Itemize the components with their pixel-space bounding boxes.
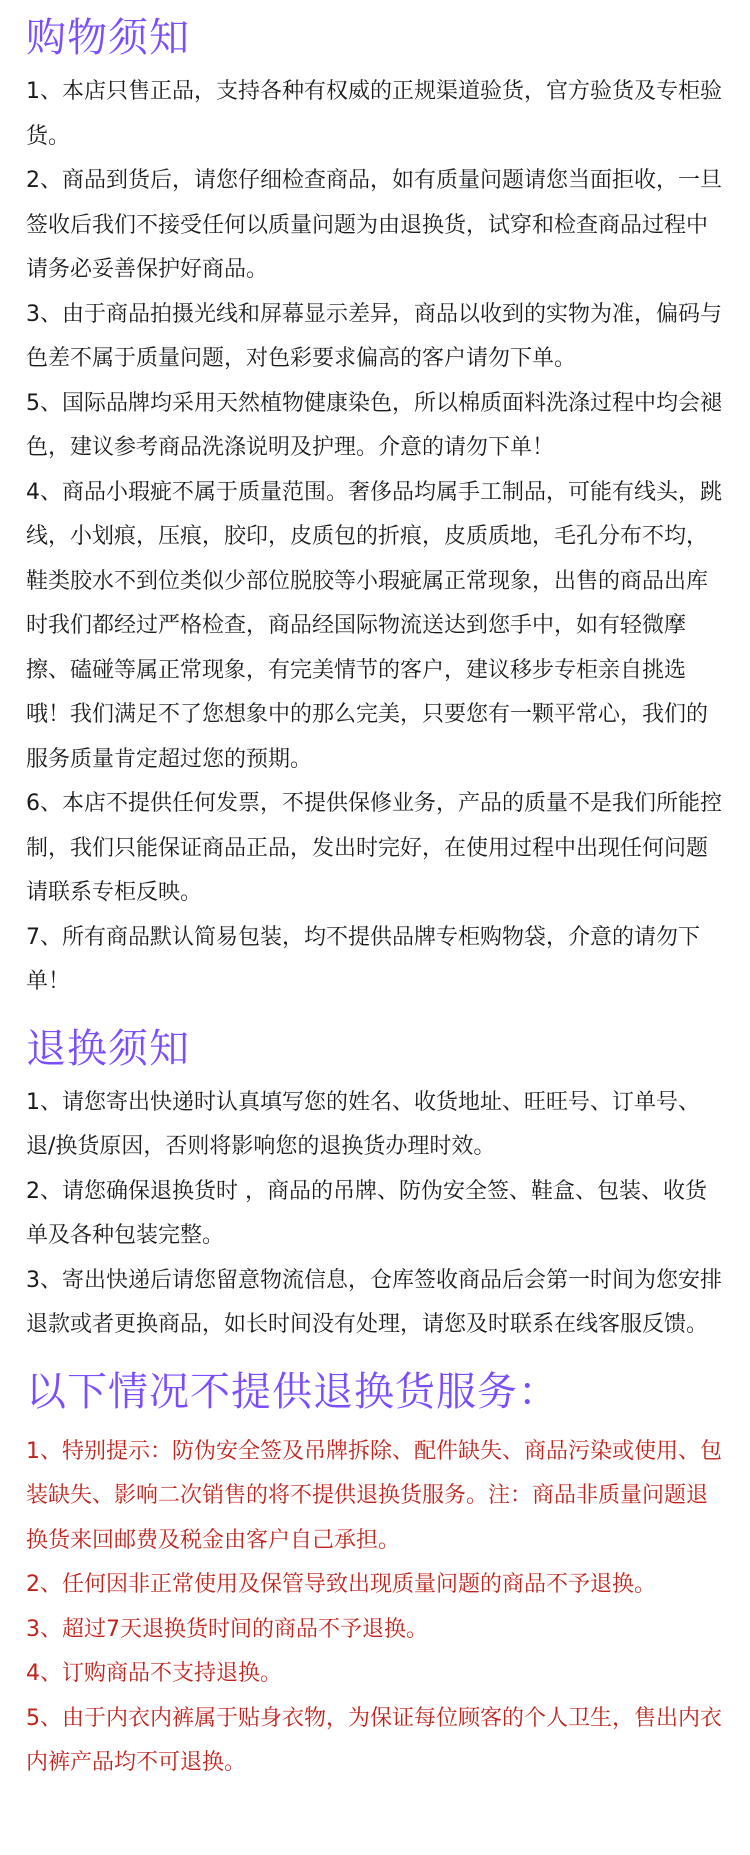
list-item: 1、本店只售正品，支持各种有权威的正规渠道验货，官方验货及专柜验货。 xyxy=(26,79,722,149)
no-return-conditions-section xyxy=(26,1368,726,1786)
shopping-notice-section xyxy=(26,0,726,1005)
list-item: 3、超过7天退换货时间的商品不予退换。 xyxy=(26,1616,428,1642)
list-item: 2、请您确保退换货时 ，商品的吊牌、防伪安全签、鞋盒、包装、收货单及各种包装完整。 xyxy=(26,1178,707,1248)
list-item: 5、由于内衣内裤属于贴身衣物，为保证每位顾客的个人卫生，售出内衣内裤产品均不可退换。 xyxy=(26,1705,722,1775)
list-item: 1、特别提示：防伪安全签及吊牌拆除、配件缺失、商品污染或使用、包装缺失、影响二次销售的将不提供退换货服务。注：商品非质量问题退换货来回邮费及税金由客户自己承担。 xyxy=(26,1438,722,1553)
list-item: 2、任何因非正常使用及保管导致出现质量问题的商品不予退换。 xyxy=(26,1572,656,1597)
list-item: 3、由于商品拍摄光线和屏幕显示差异，商品以收到的实物为准，偏码与色差不属于质量问题，对色彩要求偏高的客户请勿下单。 xyxy=(26,301,722,371)
list-item: 1、请您寄出快递时认真填写您的姓名、收货地址、旺旺号、订单号、退/换货原因，否则将影响您的退换货办理时效。 xyxy=(26,1089,700,1159)
no-return-conditions-list xyxy=(26,1430,726,1786)
list-item: 4、订购商品不支持退换。 xyxy=(26,1661,282,1686)
list-item: 4、商品小瑕疵不属于质量范围。奢侈品均属手工制品，可能有线头，跳线，小划痕，压痕，胶印，皮质包的折痕，皮质质地，毛孔分布不均，鞋类胶水不到位类似少部位脱胶等小瑕疵属正常现象，出售的商品出库时我们都经过严格检查，商品经国际物流送达到您手中，如有轻微摩擦、磕碰等属正常现象，有完美情节的客户，建议移步专柜亲自挑选哦！我们满足不了您想象中的那么完美，只要您有一颗平常心，我们的服务质量肯定超过您的预期。 xyxy=(26,479,722,772)
return-notice-section xyxy=(26,1025,726,1348)
section-title-return-notice: 退换须知 xyxy=(26,1025,190,1072)
list-item: 3、寄出快递后请您留意物流信息，仓库签收商品后会第一时间为您安排退款或者更换商品，如长时间没有处理，请您及时联系在线客服反馈。 xyxy=(26,1267,722,1337)
list-item: 7、所有商品默认简易包装，均不提供品牌专柜购物袋，介意的请勿下单！ xyxy=(26,924,700,994)
shopping-notice-list xyxy=(26,70,726,1005)
return-notice-list xyxy=(26,1081,726,1348)
list-item: 6、本店不提供任何发票，不提供保修业务，产品的质量不是我们所能控制，我们只能保证商品正品，发出时完好，在使用过程中出现任何问题请联系专柜反映。 xyxy=(26,791,722,905)
list-item: 5、国际品牌均采用天然植物健康染色，所以棉质面料洗涤过程中均会褪色，建议参考商品洗涤说明及护理。介意的请勿下单！ xyxy=(26,390,722,460)
section-title-no-return-conditions: 以下情况不提供退换货服务： xyxy=(26,1368,559,1415)
list-item: 2、商品到货后，请您仔细检查商品，如有质量问题请您当面拒收，一旦签收后我们不接受任何以质量问题为由退换货，试穿和检查商品过程中请务必妥善保护好商品。 xyxy=(26,168,722,282)
section-title-shopping-notice: 购物须知 xyxy=(26,15,190,61)
